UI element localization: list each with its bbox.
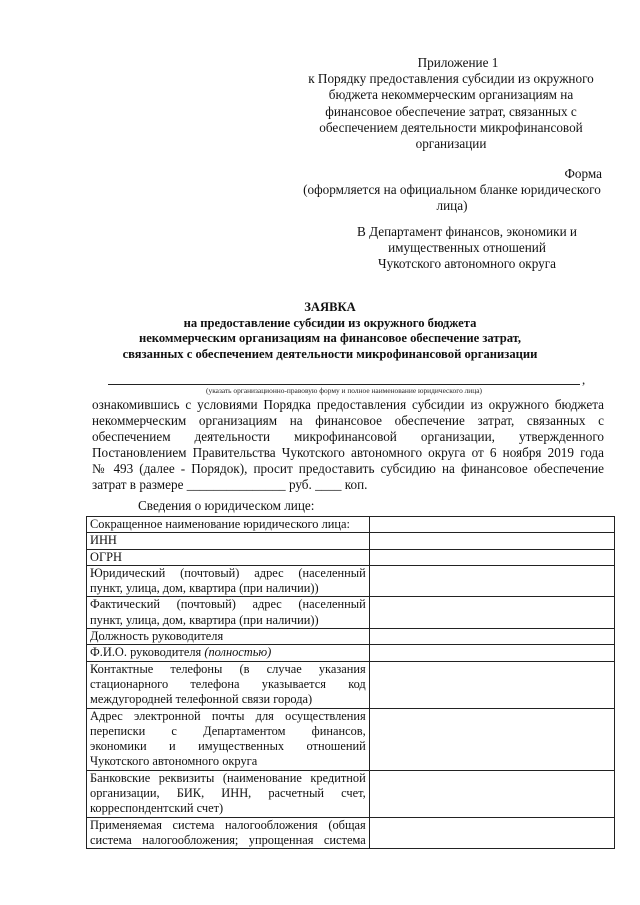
email-value[interactable] [369,708,614,770]
head-name-label: Ф.И.О. руководителя (полностью) [87,645,370,661]
annex-header [296,55,606,152]
fill-comma: , [582,372,586,387]
body-line: некоммерческим организациям на финансовое обеспечение затрат, связанных с [92,413,604,429]
table-row [87,770,615,817]
form-note-line: (оформляется на официальном бланке юридического [303,182,601,197]
body-line: ознакомившись с условиями Порядка предоставления субсидии из окружного бюджета [92,397,604,412]
title-heading: ЗАЯВКА [304,300,356,314]
phones-label: Контактные телефоны (в случае указания стационарного телефона указывается код междугородней телефонной связи города) [87,661,370,708]
tax-system-value[interactable] [369,817,614,849]
recipient-line: Чукотского автономного округа [378,256,556,272]
legal-entity-table [86,516,615,849]
inn-label: ИНН [87,533,370,549]
title-line: связанных с обеспечением деятельности микрофинансовой организации [122,346,538,361]
actual-address-value[interactable] [369,597,614,629]
application-body [92,397,604,494]
table-row [87,629,615,645]
legal-address-value[interactable] [369,565,614,597]
section-title: Сведения о юридическом лице: [138,498,315,513]
form-note-line: лица) [436,198,468,214]
table-row [87,817,615,849]
email-label: Адрес электронной почты для осуществления переписки с Департаментом финансов, экономики и имущественных отношений Чукотского автономного округа [87,708,370,770]
head-position-label: Должность руководителя [87,629,370,645]
table-row [87,549,615,565]
table-row [87,517,615,533]
body-line: обеспечением деятельности микрофинансовой организации, утвержденного [92,429,604,445]
short-name-value[interactable] [369,517,614,533]
annex-text-line: бюджета некоммерческим организациям на [328,87,574,103]
recipient-block [350,224,584,273]
body-line: № 493 (далее - Порядок), просит предоставить субсидию на финансовое обеспечение [92,461,604,477]
table-row [87,533,615,549]
phones-value[interactable] [369,661,614,708]
actual-address-label: Фактический (почтовый) адрес (населенный пункт, улица, дом, квартира (при наличии)) [87,597,370,629]
legal-address-label: Юридический (почтовый) адрес (населенный пункт, улица, дом, квартира (при наличии)) [87,565,370,597]
tax-system-label: Применяемая система налогообложения (общая система налогообложения; упрощенная система [87,817,370,849]
annex-title: Приложение 1 [417,55,499,70]
form-note [300,182,604,214]
table-row [87,708,615,770]
ogrn-label: ОГРН [87,549,370,565]
document-title [80,300,580,362]
table-row [87,597,615,629]
table-row [87,565,615,597]
recipient-line: В Департамент финансов, экономики и [357,224,577,239]
head-position-value[interactable] [369,629,614,645]
annex-text-line: организации [415,136,487,152]
title-line: некоммерческим организациям на финансовое обеспечение затрат, [138,331,522,346]
table-row [87,661,615,708]
body-line: Постановлением Правительства Чукотского автономного округа от 6 ноября 2019 года [92,445,604,461]
bank-details-value[interactable] [369,770,614,817]
inn-value[interactable] [369,533,614,549]
head-name-value[interactable] [369,645,614,661]
organization-name-fill-line[interactable] [108,384,580,385]
table-row [87,645,615,661]
annex-text-line: финансовое обеспечение затрат, связанных с [325,103,577,119]
annex-text-line: обеспечением деятельности микрофинансовой [319,119,583,135]
recipient-line: имущественных отношений [388,240,546,256]
organization-name-hint: (указать организационно-правовую форму и полное наименование юридического лица) [206,386,482,395]
title-line: на предоставление субсидии из окружного бюджета [183,315,477,330]
ogrn-value[interactable] [369,549,614,565]
subsidy-amount-line: затрат в размере _______________ руб. ____ коп. [92,477,368,493]
annex-text-line: к Порядку предоставления субсидии из окружного [308,71,594,87]
short-name-label: Сокращенное наименование юридического лица: [87,517,370,533]
form-label: Форма [564,166,602,181]
bank-details-label: Банковские реквизиты (наименование кредитной организации, БИК, ИНН, расчетный счет, корреспондентский счет) [87,770,370,817]
